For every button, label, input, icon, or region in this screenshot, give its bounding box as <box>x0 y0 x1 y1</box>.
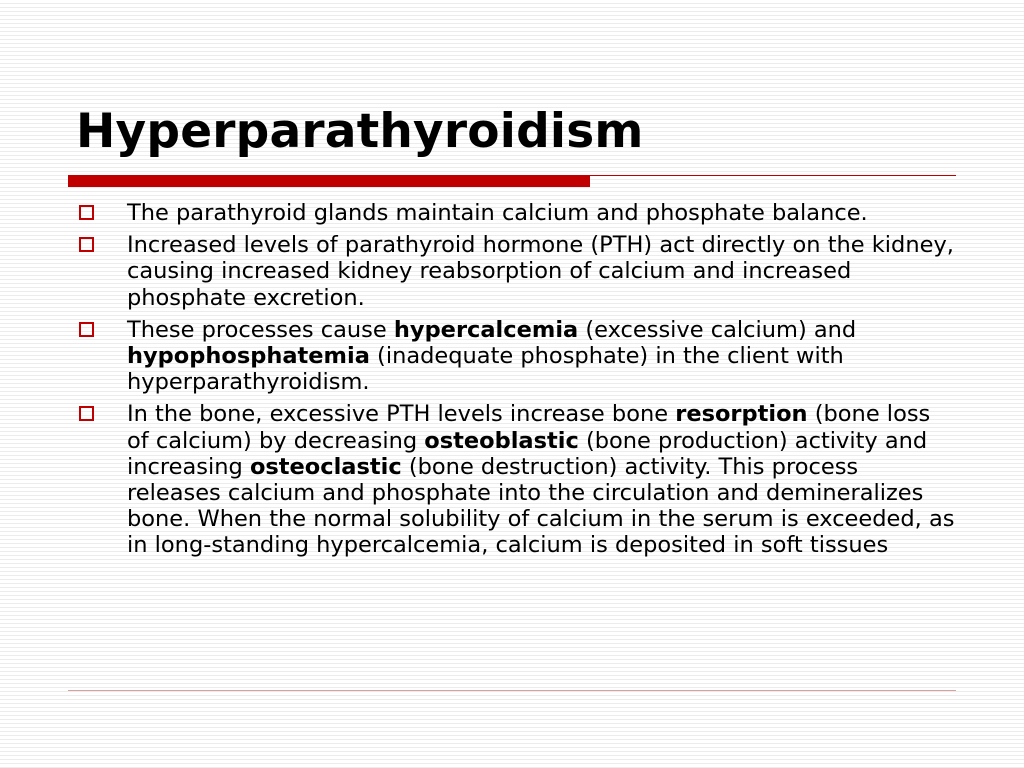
slide-title: Hyperparathyroidism <box>76 104 644 159</box>
bullet-text <box>127 401 954 558</box>
text-segment: (bone loss of calcium) by decreasing <box>127 401 931 454</box>
hollow-square-bullet-icon <box>79 406 94 421</box>
bold-term: osteoblastic <box>424 427 579 454</box>
bullet-list <box>76 200 956 565</box>
bold-term: osteoclastic <box>249 453 402 480</box>
bullet-text <box>127 317 856 395</box>
bullet-item <box>76 232 956 311</box>
text-segment: (bone destruction) activity. This process releases calcium and phosphate into the circulation and demineralizes bone. When the normal solubility of calcium in the serum is exceeded, as in long-standing hypercalcemia, calcium is deposited in soft tissues <box>127 453 955 559</box>
bullet-item <box>76 317 956 396</box>
text-segment: The parathyroid glands maintain calcium and phosphate balance. <box>127 200 868 226</box>
hollow-square-bullet-icon <box>79 237 94 252</box>
text-segment: (bone production) activity and increasing <box>127 427 928 480</box>
bold-term: hypercalcemia <box>393 316 579 343</box>
text-segment: (excessive calcium) and <box>578 316 857 343</box>
bullet-text <box>127 200 868 226</box>
footer-divider <box>68 690 956 691</box>
hollow-square-bullet-icon <box>79 322 94 337</box>
bullet-item <box>76 200 956 226</box>
text-segment: (inadequate phosphate) in the client with hyperparathyroidism. <box>127 343 844 396</box>
bold-term: hypophosphatemia <box>127 343 370 370</box>
text-segment: Increased levels of parathyroid hormone (PTH) act directly on the kidney, causing increased kidney reabsorption of calcium and increased phosphate excretion. <box>127 232 954 311</box>
title-underline-accent <box>68 175 590 187</box>
text-segment: In the bone, excessive PTH levels increase bone <box>127 401 676 428</box>
hollow-square-bullet-icon <box>79 205 94 220</box>
bullet-text <box>127 232 954 310</box>
bold-term: resorption <box>675 401 808 428</box>
bullet-item <box>76 401 956 558</box>
text-segment: These processes cause <box>127 316 394 343</box>
